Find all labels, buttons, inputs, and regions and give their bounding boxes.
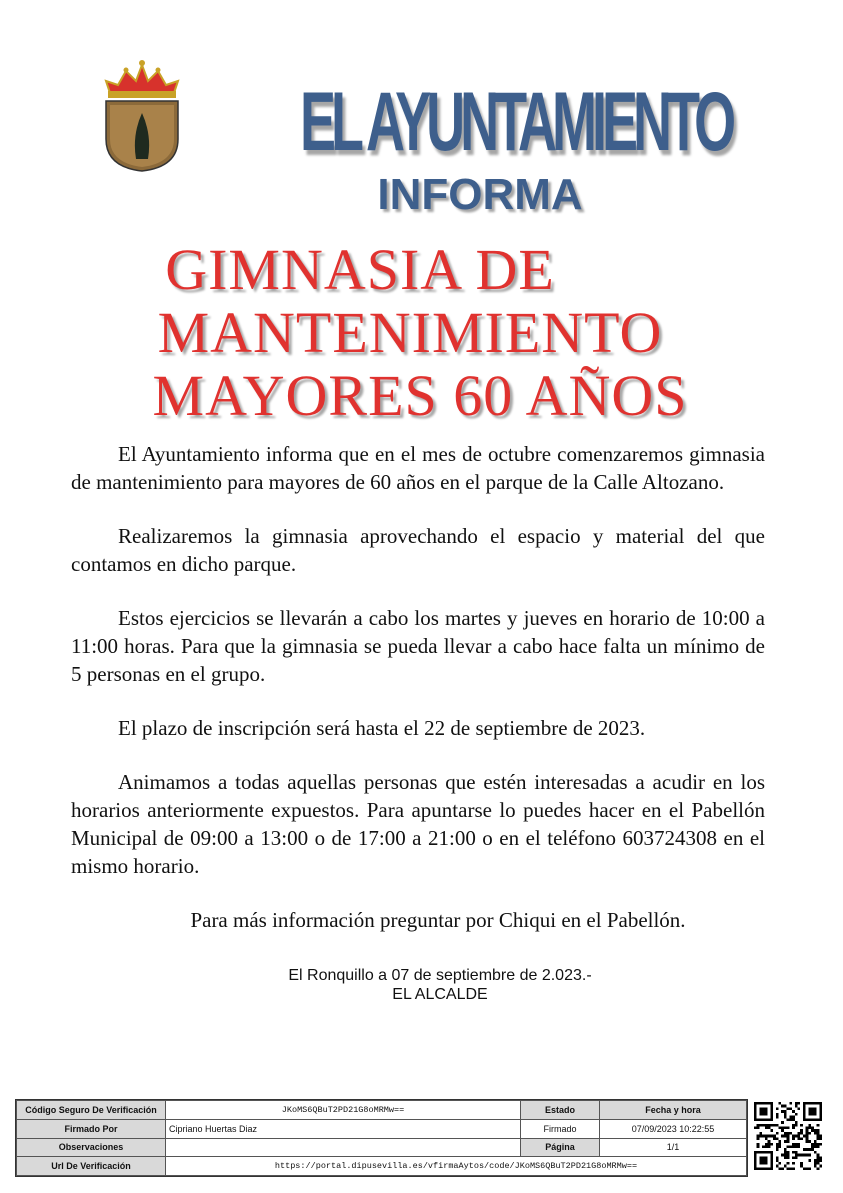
paragraph: Estos ejercicios se llevarán a cabo los martes y jueves en horario de 10:00 a 11:00 horas. Para que la gimnasia se pueda llevar a cabo hace falta un mínimo de 5 personas en el grupo. bbox=[71, 606, 765, 686]
pagina-label: Página bbox=[521, 1138, 600, 1157]
estado-label: Estado bbox=[521, 1101, 600, 1120]
observaciones-label: Observaciones bbox=[17, 1138, 166, 1157]
paragraph: Realizaremos la gimnasia aprovechando el espacio y material del que contamos en dicho parque. bbox=[71, 524, 765, 576]
fecha-label: Fecha y hora bbox=[600, 1101, 747, 1120]
notice-title-line-1: GIMNASIA DE bbox=[165, 237, 555, 302]
estado-value: Firmado bbox=[521, 1119, 600, 1138]
notice-body bbox=[71, 440, 765, 960]
coat-of-arms-icon bbox=[92, 55, 192, 175]
fecha-value: 07/09/2023 10:22:55 bbox=[600, 1119, 747, 1138]
url-label: Url De Verificación bbox=[17, 1157, 166, 1176]
paragraph: El plazo de inscripción será hasta el 22 de septiembre de 2023. bbox=[118, 716, 646, 740]
notice-title-line-2: MANTENIMIENTO bbox=[157, 300, 663, 365]
pagina-value: 1/1 bbox=[600, 1138, 747, 1157]
paragraph-contact: Para más información preguntar por Chiqui en el Pabellón. bbox=[190, 908, 686, 932]
qr-code-icon bbox=[754, 1102, 822, 1170]
url-value[interactable]: https://portal.dipusevilla.es/vfirmaAytos/code/JKoMS6QBuT2PD21G8oMRMw== bbox=[166, 1157, 747, 1176]
paragraph: El Ayuntamiento informa que en el mes de octubre comenzaremos gimnasia de mantenimiento para mayores de 60 años en el parque de la Calle Altozano. bbox=[71, 442, 765, 494]
paragraph: Animamos a todas aquellas personas que estén interesadas a acudir en los horarios anteriormente expuestos. Para apuntarse lo puedes hacer en el Pabellón Municipal de 09:00 a 13:00 o de 17:00 a 21:00 o en el teléfono 603724308 en el mismo horario. bbox=[71, 770, 765, 878]
signature-role: EL ALCALDE bbox=[392, 986, 488, 1003]
csv-label: Código Seguro De Verificación bbox=[17, 1101, 166, 1120]
verification-table bbox=[15, 1099, 748, 1177]
firmado-por-label: Firmado Por bbox=[17, 1119, 166, 1138]
firmado-por-value: Cipriano Huertas Diaz bbox=[166, 1119, 521, 1138]
signature-block bbox=[170, 966, 710, 1004]
header-subtitle: INFORMA bbox=[377, 170, 583, 219]
header-title: EL AYUNTAMIENTO bbox=[300, 75, 732, 169]
notice-title-line-3: MAYORES 60 AÑOS bbox=[152, 363, 688, 428]
observaciones-value bbox=[166, 1138, 521, 1157]
csv-value: JKoMS6QBuT2PD21G8oMRMw== bbox=[166, 1101, 521, 1120]
signature-place-date: El Ronquillo a 07 de septiembre de 2.023.- bbox=[288, 967, 592, 984]
